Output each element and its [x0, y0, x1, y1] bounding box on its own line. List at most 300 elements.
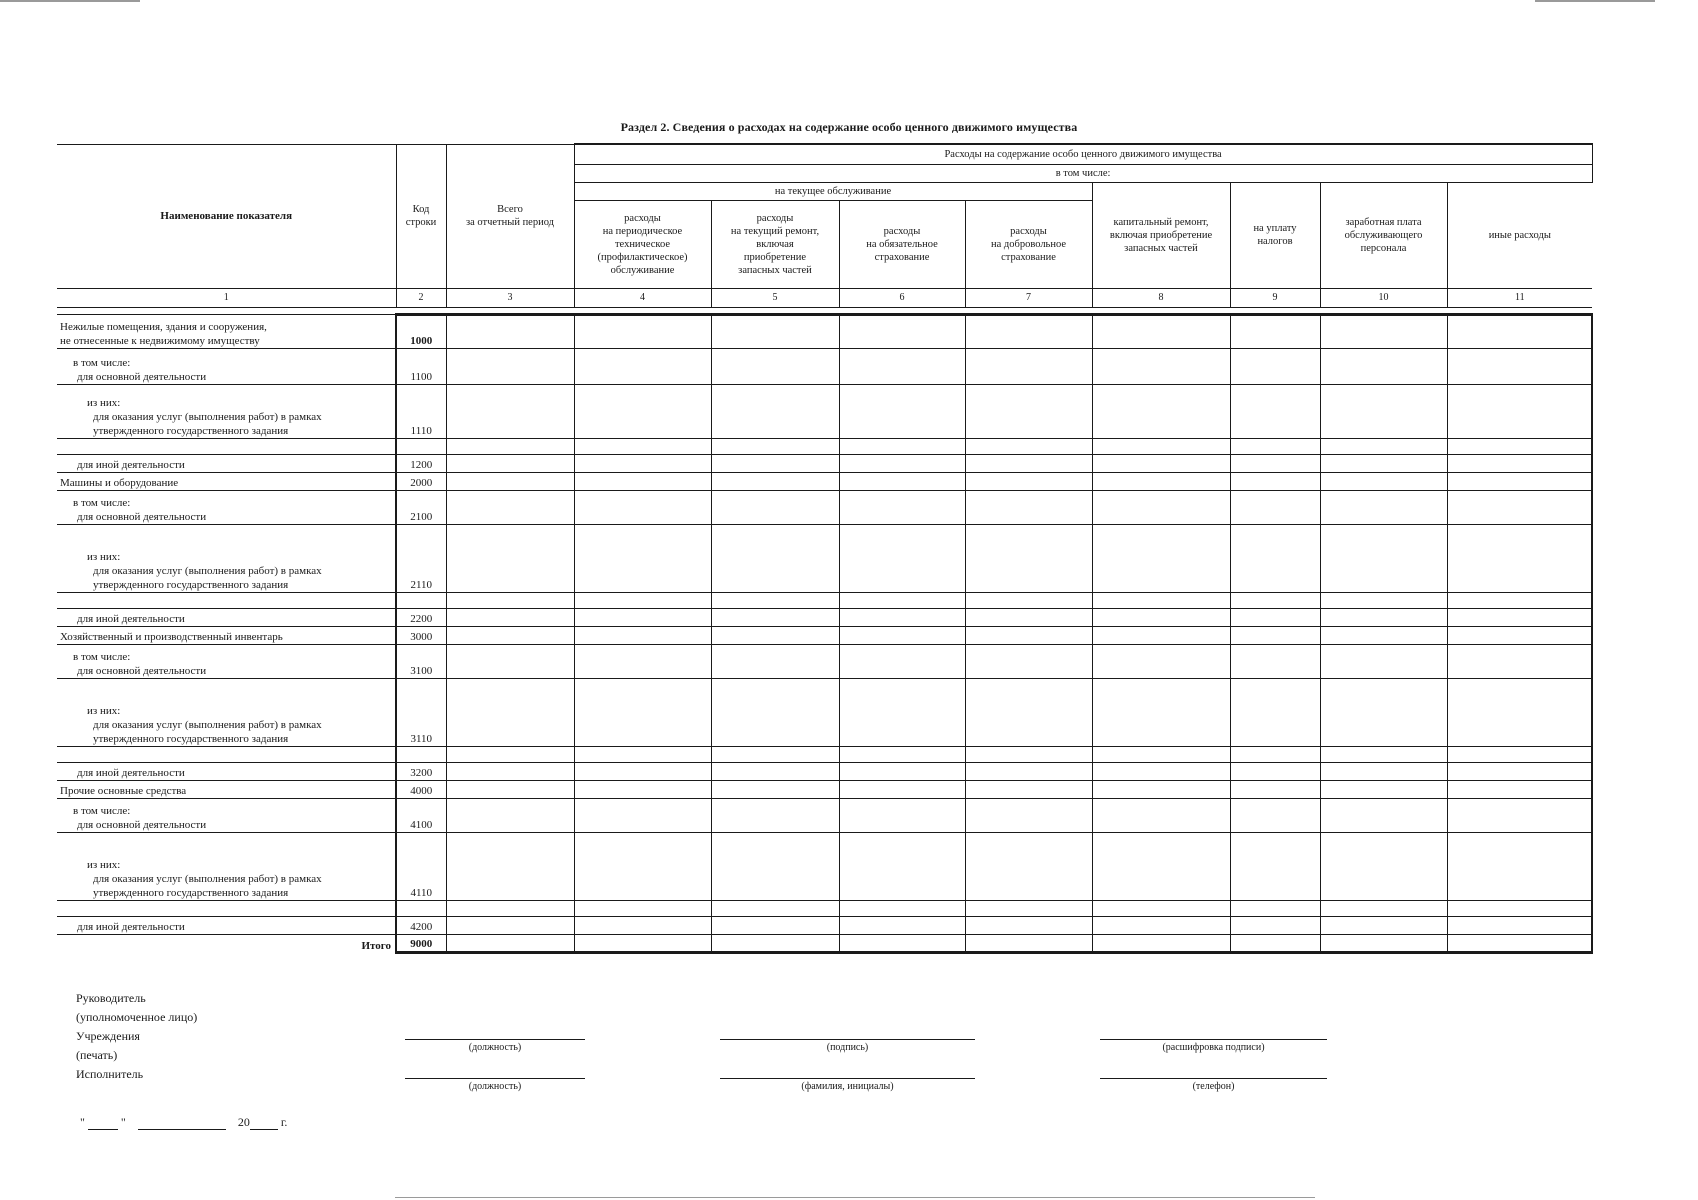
value-cell[interactable] [839, 799, 965, 833]
value-cell[interactable] [839, 385, 965, 439]
value-cell[interactable] [574, 627, 711, 645]
spacer-row [57, 593, 1592, 609]
value-cell[interactable] [711, 679, 839, 747]
value-cell[interactable] [839, 349, 965, 385]
value-cell[interactable] [965, 385, 1092, 439]
value-cell[interactable] [1447, 439, 1592, 455]
row-name-line: в том числе: [73, 805, 131, 817]
value-cell[interactable] [965, 609, 1092, 627]
spacer-row [57, 747, 1592, 763]
value-cell[interactable] [446, 627, 574, 645]
value-cell[interactable] [1230, 645, 1320, 679]
row-name-empty [57, 593, 396, 609]
value-cell[interactable] [711, 833, 839, 901]
row-name [57, 609, 396, 627]
row-name-line: для оказания услуг (выполнения работ) в рамках [93, 565, 322, 577]
value-cell[interactable] [1230, 833, 1320, 901]
signature-line [1100, 1039, 1327, 1040]
value-cell[interactable] [1230, 455, 1320, 473]
row-name-line: Машины и оборудование [60, 477, 179, 489]
value-cell[interactable] [839, 781, 965, 799]
value-cell[interactable] [1320, 799, 1447, 833]
value-cell[interactable] [965, 627, 1092, 645]
value-cell[interactable] [574, 763, 711, 781]
value-cell[interactable] [1092, 525, 1230, 593]
value-cell[interactable] [1447, 799, 1592, 833]
row-name-line: для иной деятельности [77, 921, 185, 933]
row-name-line: для оказания услуг (выполнения работ) в рамках [93, 719, 322, 731]
value-cell[interactable] [1320, 781, 1447, 799]
value-cell[interactable] [446, 645, 574, 679]
col-number: 9 [1230, 288, 1320, 307]
value-cell[interactable] [839, 917, 965, 935]
value-cell[interactable] [711, 627, 839, 645]
value-cell[interactable] [1447, 763, 1592, 781]
value-cell[interactable] [711, 593, 839, 609]
value-cell[interactable] [1447, 935, 1592, 953]
value-cell[interactable] [446, 763, 574, 781]
value-cell[interactable] [1320, 747, 1447, 763]
value-cell[interactable] [446, 917, 574, 935]
value-cell[interactable] [839, 473, 965, 491]
value-cell[interactable] [839, 455, 965, 473]
value-cell[interactable] [1320, 901, 1447, 917]
col-number: 11 [1447, 288, 1592, 307]
value-cell[interactable] [1447, 385, 1592, 439]
total-code: 9000 [396, 935, 446, 953]
table-body [57, 313, 1593, 954]
value-cell[interactable] [965, 763, 1092, 781]
value-cell[interactable] [446, 593, 574, 609]
row-name-line: из них: [87, 551, 121, 563]
col-header-current: на текущее обслуживание [574, 182, 1092, 200]
row-code-empty [396, 901, 446, 917]
value-cell[interactable] [446, 455, 574, 473]
row-code: 2000 [396, 473, 446, 491]
signature-line [720, 1039, 975, 1040]
signature-line [405, 1078, 585, 1079]
value-cell[interactable] [574, 525, 711, 593]
value-cell[interactable] [1320, 593, 1447, 609]
row-name-line: утвержденного государственного задания [93, 579, 289, 591]
value-cell[interactable] [574, 833, 711, 901]
table-row [57, 627, 1592, 645]
row-name-line: Нежилые помещения, здания и сооружения, [60, 321, 267, 333]
value-cell[interactable] [1092, 763, 1230, 781]
value-cell[interactable] [446, 491, 574, 525]
row-code: 2110 [396, 525, 446, 593]
value-cell[interactable] [1230, 593, 1320, 609]
value-cell[interactable] [1230, 781, 1320, 799]
value-cell[interactable] [446, 833, 574, 901]
value-cell[interactable] [711, 799, 839, 833]
value-cell[interactable] [1092, 609, 1230, 627]
value-cell[interactable] [1447, 473, 1592, 491]
value-cell[interactable] [839, 645, 965, 679]
value-cell[interactable] [1320, 609, 1447, 627]
value-cell[interactable] [1092, 627, 1230, 645]
value-cell[interactable] [839, 747, 965, 763]
row-name [57, 473, 396, 491]
col-number: 6 [839, 288, 965, 307]
value-cell[interactable] [1320, 315, 1447, 349]
value-cell[interactable] [1320, 349, 1447, 385]
value-cell[interactable] [1320, 763, 1447, 781]
value-cell[interactable] [1092, 799, 1230, 833]
row-name-line: утвержденного государственного задания [93, 887, 289, 899]
table-row [57, 455, 1592, 473]
position-caption: (должность) [468, 1042, 522, 1053]
value-cell[interactable] [965, 315, 1092, 349]
value-cell[interactable] [574, 609, 711, 627]
value-cell[interactable] [711, 763, 839, 781]
value-cell[interactable] [1447, 627, 1592, 645]
value-cell[interactable] [1230, 525, 1320, 593]
table-header [57, 143, 1593, 308]
row-name-line: Хозяйственный и производственный инвентарь [60, 631, 283, 643]
signature-line [1100, 1078, 1327, 1079]
value-cell[interactable] [446, 525, 574, 593]
value-cell[interactable] [965, 781, 1092, 799]
value-cell[interactable] [1320, 455, 1447, 473]
value-cell[interactable] [446, 385, 574, 439]
value-cell[interactable] [1230, 679, 1320, 747]
row-name-line: в том числе: [73, 497, 131, 509]
value-cell[interactable] [574, 935, 711, 953]
value-cell[interactable] [1092, 645, 1230, 679]
value-cell[interactable] [839, 901, 965, 917]
table-row [57, 385, 1592, 439]
value-cell[interactable] [1447, 781, 1592, 799]
value-cell[interactable] [839, 679, 965, 747]
row-name-line: для иной деятельности [77, 767, 185, 779]
value-cell[interactable] [1447, 455, 1592, 473]
value-cell[interactable] [1092, 935, 1230, 953]
value-cell[interactable] [446, 609, 574, 627]
table-row [57, 525, 1592, 593]
value-cell[interactable] [711, 473, 839, 491]
row-name [57, 763, 396, 781]
value-cell[interactable] [574, 439, 711, 455]
value-cell[interactable] [574, 385, 711, 439]
value-cell[interactable] [711, 525, 839, 593]
value-cell[interactable] [1447, 747, 1592, 763]
value-cell[interactable] [839, 593, 965, 609]
value-cell[interactable] [1230, 473, 1320, 491]
row-code-empty [396, 747, 446, 763]
value-cell[interactable] [1447, 917, 1592, 935]
value-cell[interactable] [1092, 473, 1230, 491]
table-row [57, 315, 1592, 349]
signature-line [720, 1078, 975, 1079]
value-cell[interactable] [839, 609, 965, 627]
row-code: 3110 [396, 679, 446, 747]
executor-label: Исполнитель [76, 1067, 144, 1081]
value-cell[interactable] [965, 901, 1092, 917]
section-title: Раздел 2. Сведения о расходах на содержание особо ценного движимого имущества [620, 120, 1078, 134]
row-name-line: из них: [87, 397, 121, 409]
value-cell[interactable] [1230, 799, 1320, 833]
value-cell[interactable] [574, 645, 711, 679]
value-cell[interactable] [965, 593, 1092, 609]
value-cell[interactable] [711, 901, 839, 917]
value-cell[interactable] [446, 349, 574, 385]
col-number: 10 [1320, 288, 1447, 307]
col-header-mandatory-insurance: расходы на обязательное страхование [839, 200, 965, 288]
value-cell[interactable] [1230, 491, 1320, 525]
col-header-voluntary-insurance: расходы на добровольное страхование [965, 200, 1092, 288]
row-name [57, 315, 396, 349]
value-cell[interactable] [1320, 679, 1447, 747]
col-header-total: Всего за отчетный период [446, 144, 574, 288]
executor-name-caption: (фамилия, инициалы) [801, 1081, 894, 1092]
row-code: 4000 [396, 781, 446, 799]
value-cell[interactable] [1092, 593, 1230, 609]
value-cell[interactable] [839, 763, 965, 781]
value-cell[interactable] [574, 799, 711, 833]
row-name [57, 349, 396, 385]
value-cell[interactable] [711, 385, 839, 439]
value-cell[interactable] [1230, 385, 1320, 439]
value-cell[interactable] [1092, 917, 1230, 935]
value-cell[interactable] [839, 833, 965, 901]
value-cell[interactable] [1230, 935, 1320, 953]
row-name [57, 833, 396, 901]
value-cell[interactable] [574, 917, 711, 935]
col-header-taxes: на уплату налогов [1230, 182, 1320, 288]
value-cell[interactable] [1230, 917, 1320, 935]
value-cell[interactable] [711, 935, 839, 953]
row-code: 3000 [396, 627, 446, 645]
row-name-line: в том числе: [73, 357, 131, 369]
signature-line [405, 1039, 585, 1040]
date-line: " " 20 г. [80, 1115, 288, 1129]
total-row [57, 935, 1592, 953]
row-name-line: для иной деятельности [77, 613, 185, 625]
value-cell[interactable] [965, 525, 1092, 593]
value-cell[interactable] [1092, 781, 1230, 799]
table-row [57, 799, 1592, 833]
row-name-line: Прочие основные средства [60, 785, 187, 797]
row-name [57, 385, 396, 439]
value-cell[interactable] [1320, 645, 1447, 679]
value-cell[interactable] [446, 935, 574, 953]
value-cell[interactable] [839, 491, 965, 525]
value-cell[interactable] [574, 455, 711, 473]
col-header-repair: расходы на текущий ремонт, включая приобретение запасных частей [711, 200, 839, 288]
value-cell[interactable] [1092, 491, 1230, 525]
value-cell[interactable] [574, 747, 711, 763]
value-cell[interactable] [1230, 627, 1320, 645]
value-cell[interactable] [1320, 439, 1447, 455]
row-code-empty [396, 593, 446, 609]
value-cell[interactable] [1230, 609, 1320, 627]
value-cell[interactable] [446, 747, 574, 763]
col-header-group: Расходы на содержание особо ценного движимого имущества [574, 144, 1592, 164]
value-cell[interactable] [1092, 901, 1230, 917]
row-name-line: утвержденного государственного задания [93, 425, 289, 437]
row-name-line: для основной деятельности [77, 511, 207, 523]
value-cell[interactable] [574, 593, 711, 609]
spacer-row [57, 901, 1592, 917]
row-name-empty [57, 747, 396, 763]
value-cell[interactable] [1320, 525, 1447, 593]
signer-label: Руководитель [76, 991, 146, 1005]
table-row [57, 645, 1592, 679]
value-cell[interactable] [711, 645, 839, 679]
row-code: 1000 [396, 315, 446, 349]
value-cell[interactable] [711, 609, 839, 627]
value-cell[interactable] [1447, 349, 1592, 385]
value-cell[interactable] [1092, 385, 1230, 439]
signature-decoding-caption: (расшифровка подписи) [1162, 1042, 1265, 1053]
value-cell[interactable] [1447, 901, 1592, 917]
row-code: 3100 [396, 645, 446, 679]
value-cell[interactable] [711, 349, 839, 385]
value-cell[interactable] [711, 747, 839, 763]
col-header-incl: в том числе: [574, 164, 1592, 182]
value-cell[interactable] [1092, 455, 1230, 473]
col-header-maintenance: расходы на периодическое техническое (профилактическое) обслуживание [574, 200, 711, 288]
value-cell[interactable] [1230, 763, 1320, 781]
value-cell[interactable] [446, 781, 574, 799]
value-cell[interactable] [1320, 385, 1447, 439]
col-header-code: Код строки [396, 144, 446, 288]
row-name [57, 917, 396, 935]
value-cell[interactable] [1230, 439, 1320, 455]
value-cell[interactable] [1447, 315, 1592, 349]
value-cell[interactable] [965, 349, 1092, 385]
value-cell[interactable] [1092, 747, 1230, 763]
value-cell[interactable] [1447, 679, 1592, 747]
value-cell[interactable] [574, 781, 711, 799]
value-cell[interactable] [1230, 901, 1320, 917]
value-cell[interactable] [1320, 833, 1447, 901]
table-row [57, 473, 1592, 491]
value-cell[interactable] [1320, 917, 1447, 935]
value-cell[interactable] [1320, 473, 1447, 491]
value-cell[interactable] [965, 645, 1092, 679]
row-code: 1200 [396, 455, 446, 473]
value-cell[interactable] [1092, 679, 1230, 747]
value-cell[interactable] [1230, 747, 1320, 763]
col-number: 7 [965, 288, 1092, 307]
value-cell[interactable] [965, 439, 1092, 455]
value-cell[interactable] [839, 315, 965, 349]
row-name [57, 799, 396, 833]
phone-caption: (телефон) [1192, 1081, 1235, 1092]
row-name-line: утвержденного государственного задания [93, 733, 289, 745]
value-cell[interactable] [711, 781, 839, 799]
col-number: 5 [711, 288, 839, 307]
value-cell[interactable] [446, 439, 574, 455]
value-cell[interactable] [1447, 491, 1592, 525]
row-code: 2200 [396, 609, 446, 627]
scan-edge-bottom [395, 1197, 1315, 1198]
col-number: 4 [574, 288, 711, 307]
table-row [57, 609, 1592, 627]
value-cell[interactable] [1230, 315, 1320, 349]
value-cell[interactable] [839, 627, 965, 645]
col-number: 2 [396, 288, 446, 307]
row-name [57, 491, 396, 525]
value-cell[interactable] [965, 799, 1092, 833]
value-cell[interactable] [574, 315, 711, 349]
row-name-line: для оказания услуг (выполнения работ) в рамках [93, 873, 322, 885]
row-name-line: для основной деятельности [77, 371, 207, 383]
value-cell[interactable] [711, 315, 839, 349]
col-header-other: иные расходы [1447, 182, 1592, 288]
row-name-line: из них: [87, 705, 121, 717]
value-cell[interactable] [839, 439, 965, 455]
value-cell[interactable] [839, 525, 965, 593]
value-cell[interactable] [965, 747, 1092, 763]
value-cell[interactable] [574, 679, 711, 747]
value-cell[interactable] [574, 491, 711, 525]
value-cell[interactable] [1230, 349, 1320, 385]
value-cell[interactable] [574, 901, 711, 917]
table-row [57, 763, 1592, 781]
value-cell[interactable] [1447, 833, 1592, 901]
value-cell[interactable] [574, 349, 711, 385]
value-cell[interactable] [711, 491, 839, 525]
row-code: 1110 [396, 385, 446, 439]
value-cell[interactable] [446, 473, 574, 491]
value-cell[interactable] [965, 679, 1092, 747]
value-cell[interactable] [965, 491, 1092, 525]
value-cell[interactable] [839, 935, 965, 953]
table-row [57, 833, 1592, 901]
value-cell[interactable] [446, 315, 574, 349]
value-cell[interactable] [965, 473, 1092, 491]
value-cell[interactable] [1092, 349, 1230, 385]
col-header-name: Наименование показателя [57, 144, 396, 288]
value-cell[interactable] [1447, 645, 1592, 679]
value-cell[interactable] [1447, 593, 1592, 609]
value-cell[interactable] [711, 917, 839, 935]
row-name-line: из них: [87, 859, 121, 871]
value-cell[interactable] [965, 455, 1092, 473]
value-cell[interactable] [711, 455, 839, 473]
value-cell[interactable] [711, 439, 839, 455]
value-cell[interactable] [1092, 439, 1230, 455]
value-cell[interactable] [965, 935, 1092, 953]
table-row [57, 679, 1592, 747]
table-row [57, 491, 1592, 525]
value-cell[interactable] [965, 917, 1092, 935]
row-code: 1100 [396, 349, 446, 385]
value-cell[interactable] [446, 799, 574, 833]
value-cell[interactable] [446, 901, 574, 917]
value-cell[interactable] [1320, 491, 1447, 525]
row-name-line: для основной деятельности [77, 819, 207, 831]
row-name-line: в том числе: [73, 651, 131, 663]
value-cell[interactable] [446, 679, 574, 747]
row-code-empty [396, 439, 446, 455]
value-cell[interactable] [1447, 525, 1592, 593]
value-cell[interactable] [1092, 315, 1230, 349]
row-code: 4200 [396, 917, 446, 935]
value-cell[interactable] [1092, 833, 1230, 901]
value-cell[interactable] [965, 833, 1092, 901]
value-cell[interactable] [1447, 609, 1592, 627]
row-name-empty [57, 439, 396, 455]
value-cell[interactable] [1320, 935, 1447, 953]
col-number: 1 [57, 288, 396, 307]
value-cell[interactable] [574, 473, 711, 491]
row-code: 2100 [396, 491, 446, 525]
value-cell[interactable] [1320, 627, 1447, 645]
